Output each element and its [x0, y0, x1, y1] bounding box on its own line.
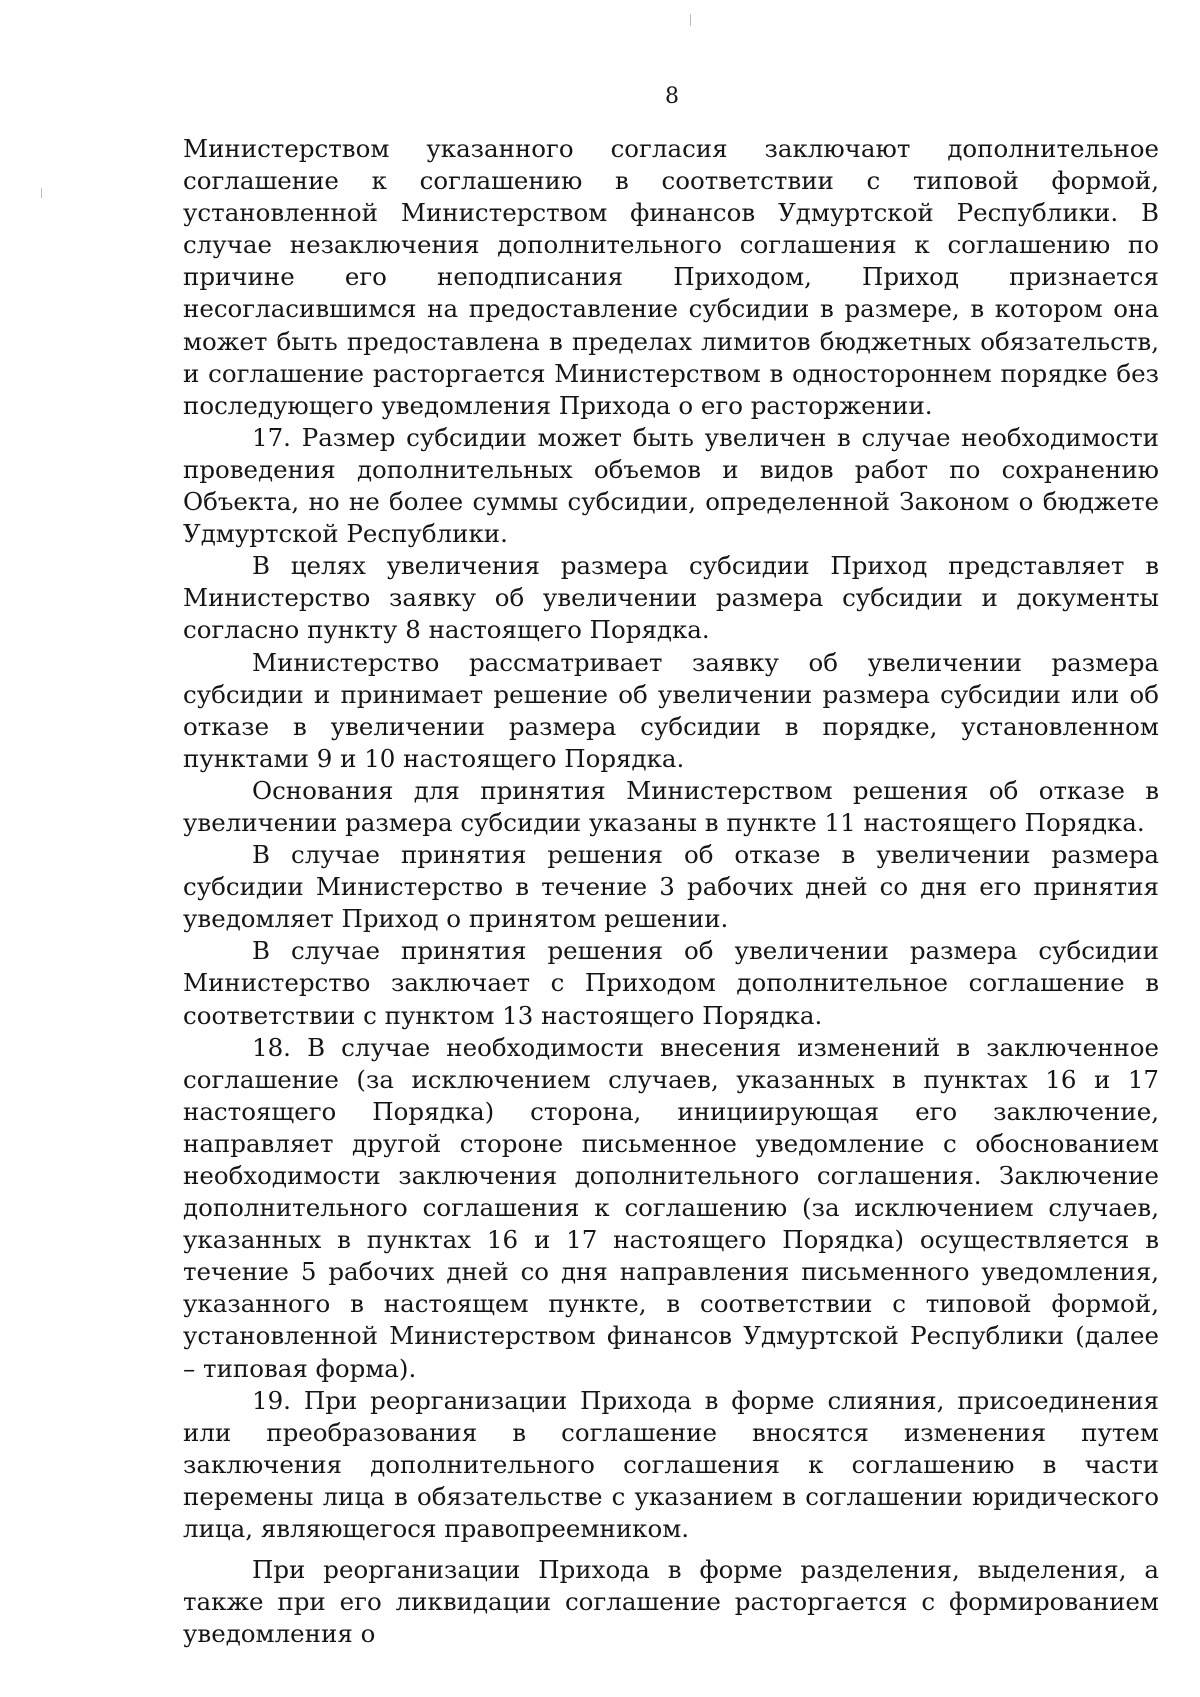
document-body	[183, 133, 1159, 1650]
paragraph-continuation: Министерством указанного согласия заключают дополнительное соглашение к соглашению в соответствии с типовой формой, установленной Министерством финансов Удмуртской Республики. В случае незаключения дополнительного соглашения к соглашению по причине его неподписания Приходом, Приход признается несогласившимся на предоставление субсидии в размере, в котором она может быть предоставлена в пределах лимитов бюджетных обязательств, и соглашение расторгается Министерством в одностороннем порядке без последующего уведомления Прихода о его расторжении.	[183, 134, 1159, 420]
paragraph-17-grounds: Основания для принятия Министерством решения об отказе в увеличении размера субсидии указаны в пункте 11 настоящего Порядка.	[183, 775, 1159, 837]
scan-mark-top	[690, 14, 691, 26]
paragraph-17-application: В целях увеличения размера субсидии Приход представляет в Министерство заявку об увеличении размера субсидии и документы согласно пункту 8 настоящего Порядка.	[183, 551, 1159, 645]
paragraph-18: 18. В случае необходимости внесения изменений в заключенное соглашение (за исключением случаев, указанных в пунктах 16 и 17 настоящего Порядка) сторона, инициирующая его заключение, направляет другой стороне письменное уведомление с обоснованием необходимости заключения дополнительного соглашения. Заключение дополнительного соглашения к соглашению (за исключением случаев, указанных в пунктах 16 и 17 настоящего Порядка) осуществляется в течение 5 рабочих дней со дня направления письменного уведомления, указанного в настоящем пункте, в соответствии с типовой формой, установленной Министерством финансов Удмуртской Республики (далее – типовая форма).	[183, 1032, 1159, 1383]
paragraph-17-approval: В случае принятия решения об увеличении размера субсидии Министерство заключает с Приходом дополнительное соглашение в соответствии с пунктом 13 настоящего Порядка.	[183, 936, 1159, 1030]
paragraph-17-review: Министерство рассматривает заявку об увеличении размера субсидии и принимает решение об увеличении размера субсидии или об отказе в увеличении размера субсидии в порядке, установленном пунктами 9 и 10 настоящего Порядка.	[183, 647, 1159, 773]
page-number: 8	[665, 84, 679, 109]
paragraph-17: 17. Размер субсидии может быть увеличен в случае необходимости проведения дополнительных объемов и видов работ по сохранению Объекта, но не более суммы субсидии, определенной Законом о бюджете Удмуртской Республики.	[183, 422, 1159, 549]
scan-mark-left	[41, 188, 42, 198]
paragraph-17-refusal-notice: В случае принятия решения об отказе в увеличении размера субсидии Министерство в течение 3 рабочих дней со дня его принятия уведомляет Приход о принятом решении.	[183, 840, 1159, 934]
paragraph-19: 19. При реорганизации Прихода в форме слияния, присоединения или преобразования в соглашение вносятся изменения путем заключения дополнительного соглашения к соглашению в части перемены лица в обязательстве с указанием в соглашении юридического лица, являющегося правопреемником.	[183, 1385, 1159, 1544]
paragraph-19-liquidation: При реорганизации Прихода в форме разделения, выделения, а также при его ликвидации соглашение расторгается с формированием уведомления о	[183, 1555, 1159, 1649]
